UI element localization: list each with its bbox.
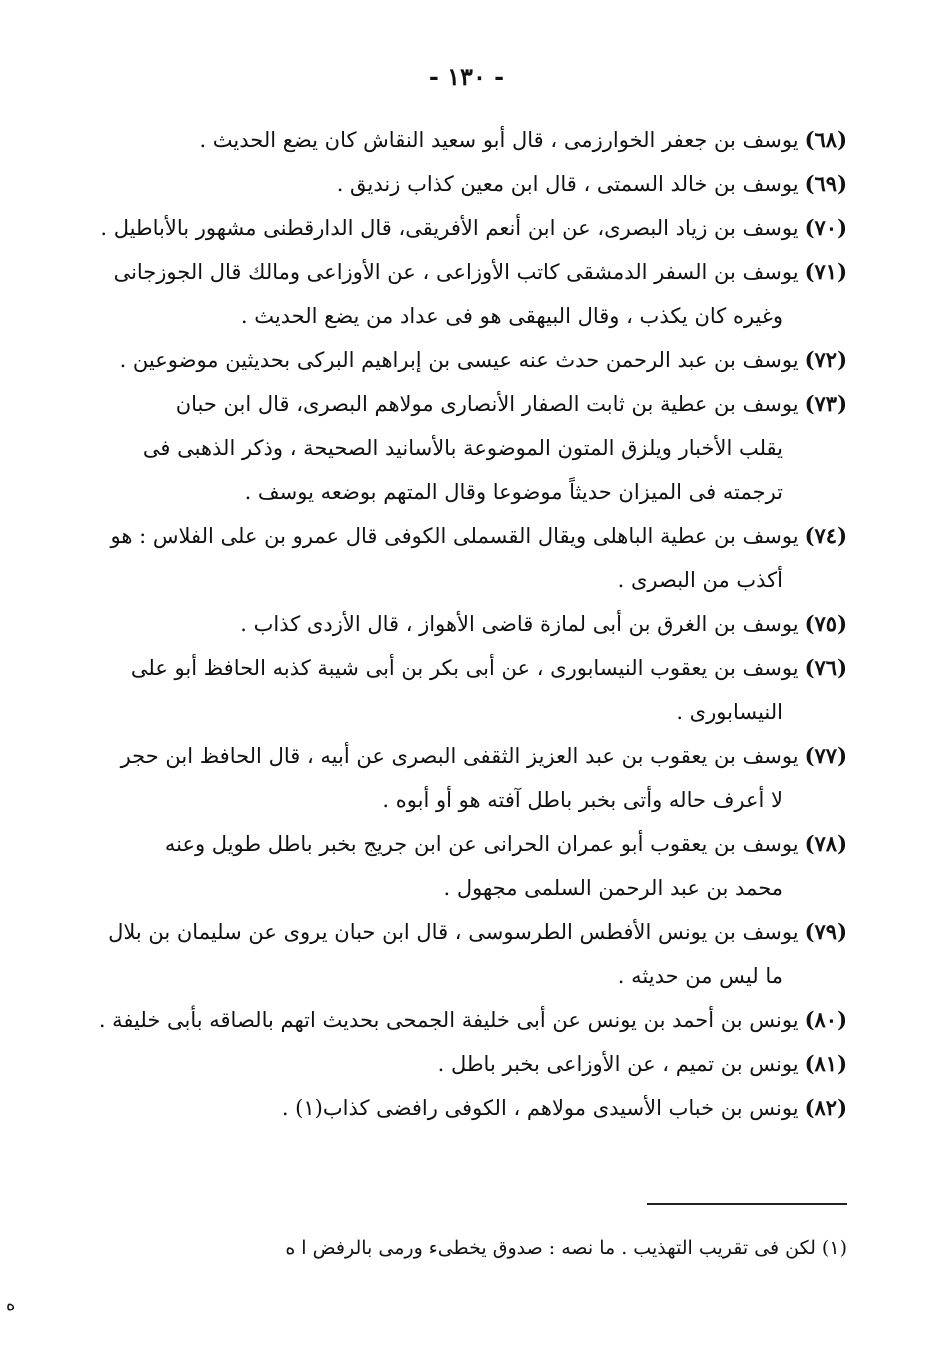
entry-continuation: يقلب الأخبار ويلزق المتون الموضوعة بالأسانيد الصحيحة ، وذكر الذهبى فى bbox=[142, 436, 783, 460]
entry-number: (٧١) bbox=[804, 259, 847, 284]
entry-74 bbox=[87, 514, 847, 602]
entries-list bbox=[87, 118, 847, 1130]
page-number: - ١٣٠ - bbox=[428, 62, 505, 91]
entry-82 bbox=[87, 1086, 847, 1130]
entry-text: يوسف بن يعقوب النيسابورى ، عن أبى بكر بن أبى شيبة كذبه الحافظ أبو على bbox=[130, 656, 799, 680]
entry-text: يوسف بن عطية بن ثابت الصفار الأنصارى مولاهم البصرى، قال ابن حبان bbox=[175, 392, 799, 416]
entry-continuation: ما ليس من حديثه . bbox=[617, 964, 783, 988]
entry-77 bbox=[87, 734, 847, 822]
entry-text: يونس بن أحمد بن يونس عن أبى خليفة الجمحى بحديث اتهم بالصاقه بأبى خليفة . bbox=[98, 1008, 799, 1032]
entry-text: يوسف بن زياد البصرى، عن ابن أنعم الأفريقى، قال الدارقطنى مشهور بالأباطيل . bbox=[100, 216, 799, 240]
entry-number: (٧٧) bbox=[804, 743, 847, 768]
entry-continuation-2: ترجمته فى الميزان حديثاً موضوعا وقال المتهم بوضعه يوسف . bbox=[244, 480, 783, 504]
entry-number: (٧٩) bbox=[804, 919, 847, 944]
entry-number: (٨٠) bbox=[804, 1007, 847, 1032]
entry-number: (٦٩) bbox=[804, 171, 847, 196]
entry-text: يوسف بن جعفر الخوارزمى ، قال أبو سعيد النقاش كان يضع الحديث . bbox=[199, 128, 799, 152]
entry-continuation: أكذب من البصرى . bbox=[617, 568, 783, 592]
entry-continuation: وغيره كان يكذب ، وقال البيهقى هو فى عداد من يضع الحديث . bbox=[240, 304, 783, 328]
entry-continuation: النيسابورى . bbox=[676, 700, 783, 724]
entry-number: (٨٢) bbox=[804, 1095, 847, 1120]
entry-continuation: محمد بن عبد الرحمن السلمى مجهول . bbox=[443, 876, 783, 900]
entry-text: يوسف بن الغرق بن أبى لمازة قاضى الأهواز ، قال الأزدى كذاب . bbox=[240, 612, 799, 636]
entry-number: (٧٠) bbox=[804, 215, 847, 240]
entry-75 bbox=[87, 602, 847, 646]
entry-72 bbox=[87, 338, 847, 382]
entry-number: (٦٨) bbox=[804, 127, 847, 152]
footnote: (١) لكن فى تقريب التهذيب . ما نصه : صدوق يخطىء ورمى بالرفض ا ه bbox=[285, 1237, 847, 1259]
entry-70 bbox=[87, 206, 847, 250]
corner-mark: ه bbox=[6, 1294, 16, 1315]
entry-number: (٧٨) bbox=[804, 831, 847, 856]
entry-81 bbox=[87, 1042, 847, 1086]
entry-number: (٧٥) bbox=[804, 611, 847, 636]
footnote-divider bbox=[647, 1203, 847, 1205]
entry-number: (٧٣) bbox=[804, 391, 847, 416]
entry-text: يوسف بن يعقوب أبو عمران الحرانى عن ابن جريج بخبر باطل طويل وعنه bbox=[164, 832, 799, 856]
entry-69 bbox=[87, 162, 847, 206]
entry-73 bbox=[87, 382, 847, 514]
entry-number: (٧٢) bbox=[804, 347, 847, 372]
entry-text: يوسف بن عبد الرحمن حدث عنه عيسى بن إبراهيم البركى بحديثين موضوعين . bbox=[119, 348, 799, 372]
entry-68 bbox=[87, 118, 847, 162]
entry-number: (٧٤) bbox=[804, 523, 847, 548]
entry-continuation: لا أعرف حاله وأتى بخبر باطل آفته هو أو أبوه . bbox=[382, 788, 783, 812]
entry-71 bbox=[87, 250, 847, 338]
entry-text: يونس بن تميم ، عن الأوزاعى بخبر باطل . bbox=[437, 1052, 799, 1076]
entry-78 bbox=[87, 822, 847, 910]
entry-text: يوسف بن السفر الدمشقى كاتب الأوزاعى ، عن الأوزاعى ومالك قال الجوزجانى bbox=[113, 260, 799, 284]
entry-number: (٧٦) bbox=[804, 655, 847, 680]
entry-text: يوسف بن خالد السمتى ، قال ابن معين كذاب زنديق . bbox=[336, 172, 799, 196]
entry-text: يوسف بن يعقوب بن عبد العزيز الثقفى البصرى عن أبيه ، قال الحافظ ابن حجر bbox=[120, 744, 799, 768]
entry-79 bbox=[87, 910, 847, 998]
entry-text: يونس بن خباب الأسيدى مولاهم ، الكوفى رافضى كذاب(١) . bbox=[281, 1096, 799, 1120]
entry-76 bbox=[87, 646, 847, 734]
entry-80 bbox=[87, 998, 847, 1042]
entry-text: يوسف بن عطية الباهلى ويقال القسملى الكوفى قال عمرو بن على الفلاس : هو bbox=[110, 524, 799, 548]
entry-text: يوسف بن يونس الأفطس الطرسوسى ، قال ابن حبان يروى عن سليمان بن بلال bbox=[108, 920, 799, 944]
entry-number: (٨١) bbox=[804, 1051, 847, 1076]
